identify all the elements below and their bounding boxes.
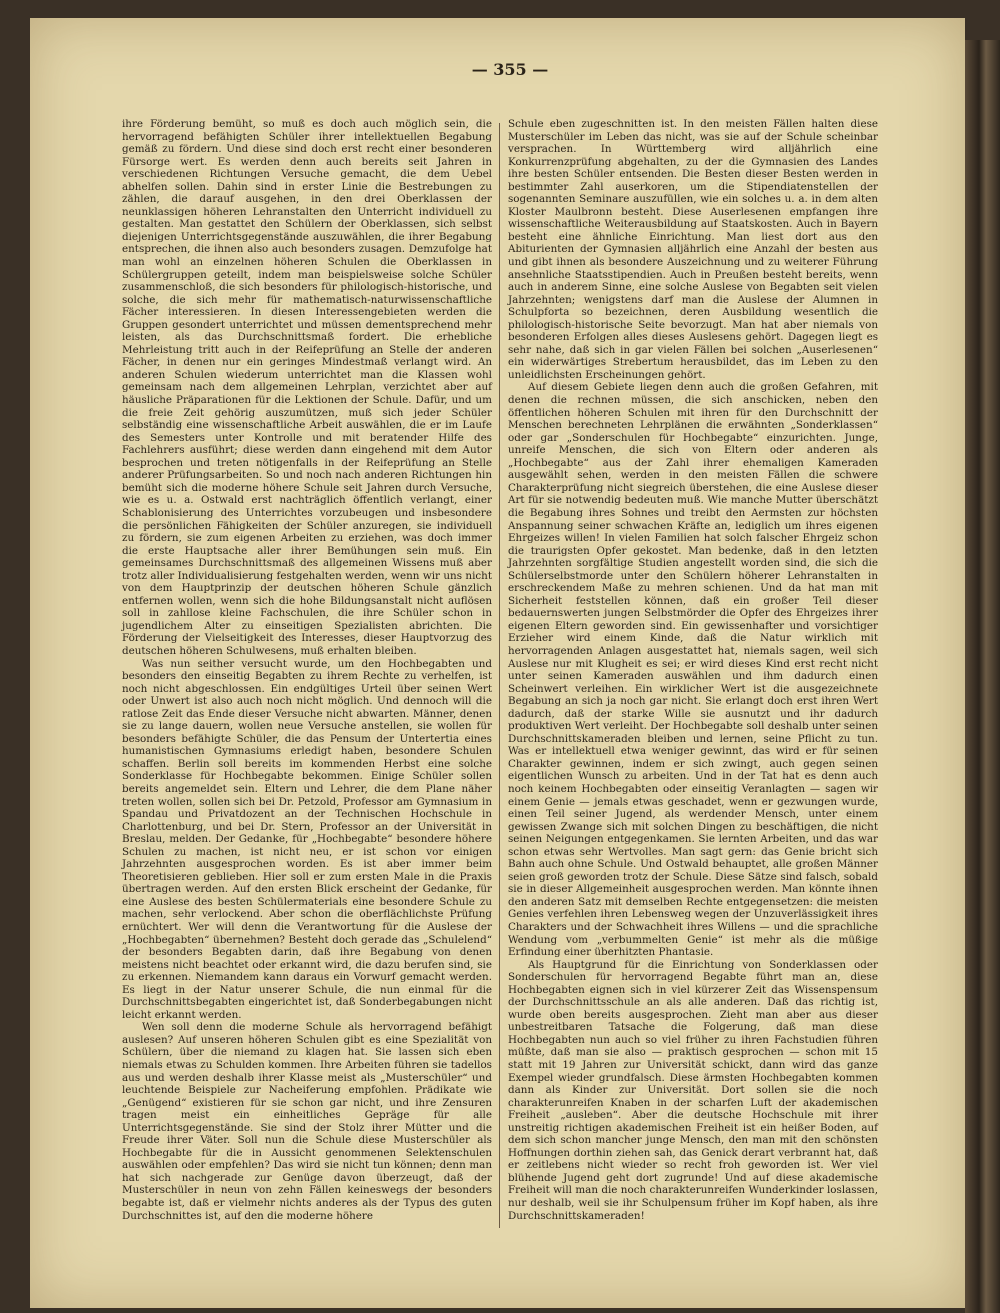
book-page-edges — [965, 40, 1000, 1313]
column-divider — [499, 123, 500, 1228]
left-column — [122, 118, 492, 1222]
paragraph: Was nun seither versucht wurde, um den Hochbegabten und besonders den einseitig Begabten zu ihrem Rechte zu verhelfen, ist noch nicht abgeschlossen. Ein endgültiges Urteil über seinen Wert oder Unwert ist also auch noch nicht möglich. Und dennoch will die ratlose Zeit das Ende dieser Versuche nicht abwarten. Männer, denen sie zu lange dauern, wollen neue Versuche anstellen, sie wollen für besonders befähigte Schüler, die das Pensum der Untertertia eines humanistischen Gymnasiums erledigt haben, besondere Schulen schaffen. Berlin soll bereits im kommenden Herbst eine solche Sonderklasse für Hochbegabte bekommen. Einige Schüler sollen bereits angemeldet sein. Eltern und Lehrer, die dem Plane näher treten wollen, sollen sich bei Dr. Petzold, Professor am Gymnasium in Spandau und Privatdozent an der Technischen Hochschule in Charlottenburg, und bei Dr. Stern, Professor an der Universität in Breslau, melden. Der Gedanke, für „Hochbegabte“ besondere höhere Schulen zu machen, ist nicht neu, er ist schon vor einigen Jahrzehnten ausgesprochen worden. Es ist aber immer beim Theoretisieren geblieben. Hier soll er zum ersten Male in die Praxis übertragen werden. Auf den ersten Blick erscheint der Gedanke, für eine Auslese des besten Schülermaterials eine besondere Schule zu machen, sehr verlockend. Aber schon die oberflächlichste Prüfung ernüchtert. Wer will denn die Verantwortung für die Auslese der „Hochbegabten“ übernehmen? Besteht doch gerade das „Schulelend“ der besonders Begabten darin, daß ihre Begabung von denen meistens nicht beachtet oder erkannt wird, die dazu berufen sind, sie zu erkennen. Niemandem kann daraus ein Vorwurf gemacht werden. Es liegt in der Natur unserer Schule, die nun einmal für die Durchschnittsbegabten eingerichtet ist, daß Sonderbegabungen nicht leicht erkannt werden. — [122, 657, 492, 1021]
right-column — [508, 118, 878, 1222]
paragraph: Schule eben zugeschnitten ist. In den meisten Fällen halten diese Musterschüler im Leben das nicht, was sie auf der Schule scheinbar versprachen. In Württemberg wird alljährlich eine Konkurrenzprüfung abgehalten, zu der die Gymnasien des Landes ihre besten Schüler entsenden. Die Besten dieser Besten werden in bestimmter Zahl auserkoren, um die Stipendiatenstellen der sogenannten Seminare auszufüllen, wie ein solches u. a. in dem alten Kloster Maulbronn besteht. Diese Auserlesenen empfangen ihre wissenschaftliche Weiterausbildung auf Staatskosten. Auch in Bayern besteht eine ähnliche Einrichtung. Man liest dort aus den Abiturienten der Gymnasien alljährlich eine Anzahl der besten aus und gibt ihnen als besondere Auszeichnung und zu weiterer Führung ansehnliche Staatsstipendien. Auch in Preußen besteht bereits, wenn auch in anderem Sinne, eine solche Auslese von Begabten seit vielen Jahrzehnten; wenigstens darf man die Auslese der Alumnen in Schulpforta so bezeichnen, deren Ausbildung wesentlich die philologisch-historische Seite bevorzugt. Man hat aber niemals von besonderen Erfolgen alles dieses Auslesens gehört. Dagegen liegt es sehr nahe, daß sich in gar vielen Fällen bei solchen „Auserlesenen“ ein widerwärtiges Strebertum herausbildet, das im Leben zu den unleidlichsten Erscheinungen gehört. — [508, 118, 878, 381]
paragraph: Als Hauptgrund für die Einrichtung von Sonderklassen oder Sonderschulen für hervorragend Begabte führt man an, diese Hochbegabten eignen sich in viel kürzerer Zeit das Wissenspensum der Durchschnittsschule an als alle anderen. Daß das richtig ist, wurde oben bereits ausgesprochen. Zieht man aber aus dieser unbestreitbaren Tatsache die Folgerung, daß man diese Hochbegabten nun auch so viel früher zu ihren Fachstudien führen müßte, daß man sie also — praktisch gesprochen — schon mit 15 statt mit 19 Jahren zur Universität schickt, dann wird das ganze Exempel wieder grundfalsch. Diese ärmsten Hochbegabten kommen dann als Kinder zur Universität. Dort sollen sie die noch charakterunreifen Knaben in der scharfen Luft der akademischen Freiheit „ausleben“. Aber die deutsche Hochschule mit ihrer unstreitig richtigen akademischen Freiheit ist ein heißer Boden, auf dem sich schon mancher junge Mensch, den man mit den schönsten Hoffnungen dorthin ziehen sah, das Genick derart verbrannt hat, daß er zeitlebens nicht wieder so recht froh geworden ist. Wer viel blühende Jugend geht dort zugrunde! Und auf diese akademische Freiheit will man die noch charakterunreifen Wunderkinder loslassen, nur deshalb, weil sie ihr Schulpensum früher im Kopf haben, als ihre Durchschnittskameraden! — [508, 958, 878, 1222]
paragraph: ihre Förderung bemüht, so muß es doch auch möglich sein, die hervorragend befähigten Schüler ihrer intellektuellen Begabung gemäß zu fördern. Und diese sind doch erst recht einer besonderen Fürsorge wert. Es werden denn auch bereits seit Jahren in verschiedenen Richtungen Versuche gemacht, die dem Uebel abhelfen sollen. Dahin sind in erster Linie die Bestrebungen zu zählen, die darauf ausgehen, in den drei Oberklassen der neunklassigen höheren Lehranstalten den Unterricht individuell zu gestalten. Man gestattet den Schülern der Oberklassen, sich selbst diejenigen Unterrichtsgegenstände auszuwählen, die ihrer Begabung entsprechen, die ihnen also auch besonders zusagen. Demzufolge hat man wohl an einzelnen höheren Schulen die Oberklassen in Schülergruppen geteilt, indem man beispielsweise solche Schüler zusammenschloß, die sich besonders für philologisch-historische, und solche, die sich mehr für mathematisch-naturwissenschaftliche Fächer interessieren. In diesen Interessengebieten werden die Gruppen gesondert unterrichtet und müssen dementsprechend mehr leisten, als das Durchschnittsmaß fordert. Die erhebliche Mehrleistung tritt auch in der Reifeprüfung an Stelle der anderen Fächer, in denen nur ein geringes Mindestmaß verlangt wird. An anderen Schulen wiederum unterrichtet man die Klassen wohl gemeinsam nach dem allgemeinen Lehrplan, verzichtet aber auf häusliche Präparationen für die Lektionen der Schule. Dafür, und um die freie Zeit gehörig auszumützen, muß sich jeder Schüler selbständig eine wissenschaftliche Arbeit auswählen, die er im Laufe des Semesters unter Kontrolle und mit beratender Hilfe des Fachlehrers ausführt; diese werden dann eingehend mit dem Autor besprochen und treten nötigenfalls in der Reifeprüfung an Stelle anderer Prüfungsarbeiten. So und noch nach anderen Richtungen hin bemüht sich die moderne höhere Schule seit Jahren durch Versuche, wie es u. a. Ostwald erst nachträglich öffentlich verlangt, einer Schablonisierung des Unterrichtes vorzubeugen und insbesondere die persönlichen Fähigkeiten der Schüler anzuregen, sie individuell zu fördern, sie zum eigenen Arbeiten zu erziehen, was doch immer die erste Hauptsache aller ihrer Bemühungen sein muß. Ein gemeinsames Durchschnittsmaß des allgemeinen Wissens muß aber trotz aller Individualisierung festgehalten werden, wenn wir uns nicht von dem Hauptprinzip der deutschen höheren Schule gänzlich entfernen wollen, wenn sich die hohe Bildungsanstalt nicht auflösen soll in zahllose kleine Fachschulen, die ihre Schüler schon in jugendlichem Alter zu einseitigen Spezialisten abrichten. Die Förderung der Vielseitigkeit des Interesses, dieser Hauptvorzug des deutschen höheren Schulwesens, muß erhalten bleiben. — [122, 118, 492, 657]
page-number: — 355 — — [471, 60, 549, 79]
paragraph: Wen soll denn die moderne Schule als hervorragend befähigt auslesen? Auf unseren höheren Schulen gibt es eine Spezialität von Schülern, über die niemand zu klagen hat. Sie lassen sich eben niemals etwas zu Schulden kommen. Ihre Arbeiten führen sie tadellos aus und werden deshalb ihrer Klasse meist als „Musterschüler“ und leuchtende Beispiele zur Nacheiferung empfohlen. Prädikate wie „Genügend“ existieren für sie schon gar nicht, und ihre Zensuren tragen meist ein einheitliches Gepräge für alle Unterrichtsgegenstände. Sie sind der Stolz ihrer Mütter und die Freude ihrer Väter. Soll nun die Schule diese Musterschüler als Hochbegabte für die in Aussicht genommenen Selektenschulen auswählen oder empfehlen? Das wird sie nicht tun können; denn man hat sich nachgerade zur Genüge davon überzeugt, daß der Musterschüler in neun von zehn Fällen keineswegs der besonders begabte ist, daß er vielmehr nichts anderes als der Typus des guten Durchschnittes ist, auf den die moderne höhere — [122, 1021, 492, 1222]
newspaper-page — [30, 18, 965, 1308]
paragraph: Auf diesem Gebiete liegen denn auch die großen Gefahren, mit denen die rechnen müssen, die sich anschicken, neben den öffentlichen höheren Schulen mit ihren für den Durchschnitt der Menschen berechneten Lehrplänen die erwähnten „Sonderklassen“ oder gar „Sonderschulen für Hochbegabte“ einzurichten. Junge, unreife Menschen, die sich von Eltern oder anderen als „Hochbegabte“ aus der Zahl ihrer ehemaligen Kameraden ausgewählt sehen, werden in den meisten Fällen die schwere Charakterprüfung nicht siegreich überstehen, die eine Auslese dieser Art für sie notwendig bedeuten muß. Wie manche Mutter überschätzt die Begabung ihres Sohnes und treibt den Aermsten zur höchsten Anspannung seiner schwachen Kräfte an, lediglich um ihres eigenen Ehrgeizes willen! In vielen Familien hat solch falscher Ehrgeiz schon die traurigsten Opfer gekostet. Man bedenke, daß in den letzten Jahrzehnten sorgfältige Studien angestellt worden sind, die sich die Schülerselbstmorde unter den Schülern höherer Lehranstalten in erschreckendem Maße zu mehren schienen. Und da hat man mit Sicherheit feststellen können, daß ein großer Teil dieser bedauernswerten jungen Selbstmörder die Opfer des Ehrgeizes ihrer eigenen Eltern geworden sind. Ein gewissenhafter und vorsichtiger Erzieher wird einem Kinde, daß die Natur wirklich mit hervorragenden Anlagen ausgestattet hat, niemals sagen, weil sich Auslese nur mit Klugheit es sei; er wird dieses Kind erst recht nicht unter seinen Kameraden auswählen und ihm dadurch einen Scheinwert verleihen. Ein wirklicher Wert ist die ausgezeichnete Begabung an sich ja noch gar nicht. Sie erlangt doch erst ihren Wert dadurch, daß der starke Wille sie ausnutzt und ihr dadurch produktiven Wert verleiht. Der Hochbegabte soll deshalb unter seinen Durchschnittskameraden bleiben und lernen, seine Pflicht zu tun. Was er intellektuell etwa weniger gewinnt, das wird er für seinen Charakter gewinnen, indem er sich zwingt, auch gegen seinen eigentlichen Wunsch zu arbeiten. Und in der Tat hat es denn auch noch keinem Hochbegabten oder einseitig Veranlagten — sagen wir einem Genie — jemals etwas geschadet, wenn er gezwungen wurde, einen Teil seiner Jugend, als werdender Mensch, unter einem gewissen Zwange sich mit solchen Dingen zu beschäftigen, die nicht seinen Neigungen entgegenkamen. Sie lernten Arbeiten, und das war schon etwas sehr Wertvolles. Man sagt gern: das Genie bricht sich Bahn auch ohne Schule. Und Ostwald behauptet, alle großen Männer seien groß geworden trotz der Schule. Diese Sätze sind falsch, sobald sie in dieser Allgemeinheit ausgesprochen werden. Man könnte ihnen den anderen Satz mit demselben Rechte entgegensetzen: die meisten Genies verfehlen ihren Lebensweg wegen der Unzuverlässigkeit ihres Charakters und der Schwachheit ihres Willens — und die sprachliche Wendung vom „verbummelten Genie“ ist mehr als die müßige Erfindung einer überhitzten Phantasie. — [508, 381, 878, 959]
